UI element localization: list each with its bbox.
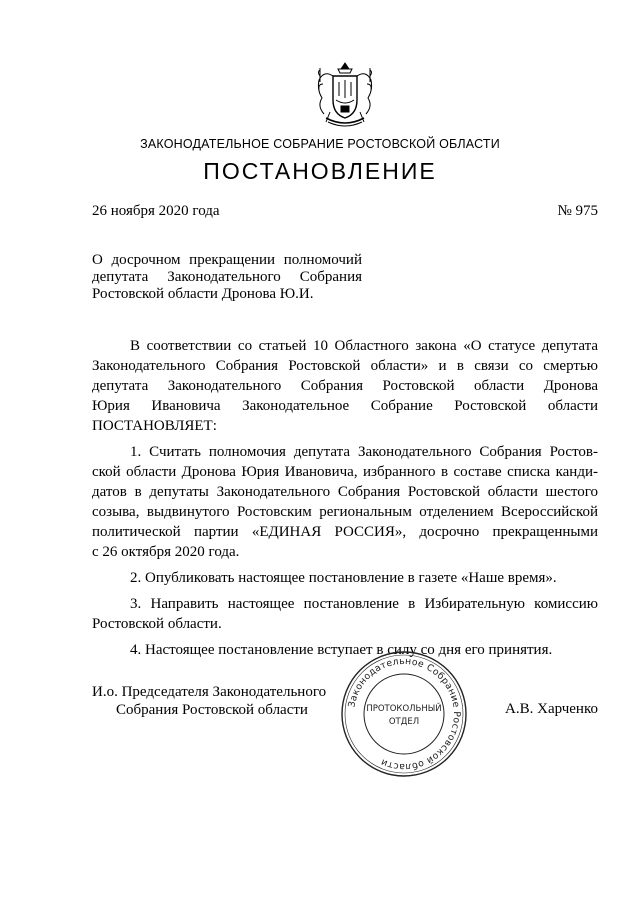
official-stamp: [338, 648, 470, 780]
subject-line: Ростовской области Дронова Ю.И.: [92, 286, 314, 302]
resolution-item-3: [92, 594, 598, 634]
stamp-inner-text: ПРОТОКОЛЬНЫЙ: [366, 704, 442, 714]
body-line: ПОСТАНОВЛЯЕТ:: [92, 418, 217, 434]
rostov-region-coat-of-arms: [314, 60, 376, 132]
document-date: 26 ноября 2020 года: [92, 203, 220, 219]
body-line: с 26 октября 2020 года.: [92, 544, 240, 560]
body-line: датов в депутаты Законодательного Собрания Ростовской области шестого: [92, 484, 598, 500]
document-body: [92, 336, 598, 666]
document-type-title: ПОСТАНОВЛЕНИЕ: [203, 158, 437, 184]
subject-line: депутата Законодательного Собрания: [92, 269, 362, 285]
signatory-position: [92, 683, 326, 719]
body-line: политической партии «ЕДИНАЯ РОССИЯ», досрочно прекращенными: [92, 524, 598, 540]
body-line: 2. Опубликовать настоящее постановление в газете «Наше время».: [130, 570, 557, 586]
resolution-item-2: [92, 568, 598, 588]
body-line: депутата Законодательного Собрания Ростовской области Дронова: [92, 378, 598, 394]
body-line: 3. Направить настоящее постановление в Избирательную комиссию: [130, 596, 598, 612]
signatory-name: А.В. Харченко: [505, 701, 598, 717]
stamp-outer-text: Законодательное Собрание Ростовской области: [346, 655, 463, 773]
preamble-paragraph: [92, 336, 598, 436]
body-line: 4. Настоящее постановление вступает в силу со дня его принятия.: [130, 642, 553, 658]
body-line: Законодательного Собрания Ростовской области» и в связи со смертью: [92, 358, 598, 374]
body-line: В соответствии со статьей 10 Областного закона «О статусе депутата: [130, 338, 598, 354]
body-line: Юрия Ивановича Законодательное Собрание Ростовской области: [92, 398, 598, 414]
organization-name: ЗАКОНОДАТЕЛЬНОЕ СОБРАНИЕ РОСТОВСКОЙ ОБЛАСТИ: [140, 137, 500, 151]
subject-line: О досрочном прекращении полномочий: [92, 252, 362, 268]
resolution-item-1: [92, 442, 598, 562]
body-line: 1. Считать полномочия депутата Законодательного Собрания Ростов-: [130, 444, 598, 460]
stamp-inner-text: ОТДЕЛ: [388, 717, 420, 727]
body-line: созыва, выдвинутого Ростовским региональным отделением Всероссийской: [92, 504, 598, 520]
body-line: ской области Дронова Юрия Ивановича, избранного в составе списка канди-: [92, 464, 598, 480]
signatory-position-line: И.о. Председателя Законодательного: [92, 684, 327, 700]
document-subject: [92, 252, 362, 303]
signatory-position-line: Собрания Ростовской области: [116, 702, 308, 718]
body-line: Ростовской области.: [92, 616, 222, 632]
document-number: № 975: [557, 203, 598, 219]
